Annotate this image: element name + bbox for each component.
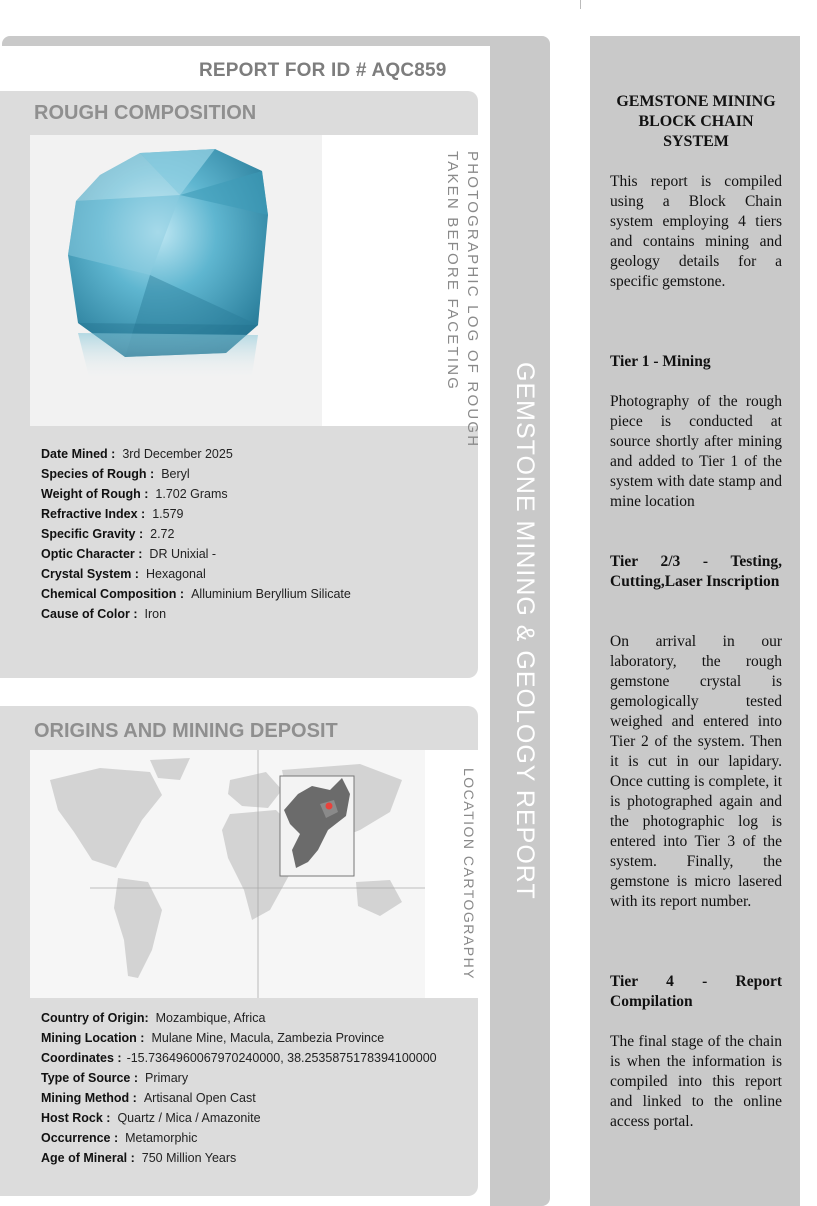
spec-row-weight: Weight of Rough : 1.702 Grams xyxy=(41,487,228,501)
world-map xyxy=(30,750,425,998)
tier23-body: On arrival in our laboratory, the rough gemstone crystal is gemologically tested weighed and entered into Tier 2 of the system. Then it is cut in our lapidary. Once cutting is complete, it is photographed again and the photographic log is entered into Tier 3 of the system. Finally, the gemstone is micro lasered with its report number. xyxy=(610,633,782,910)
report-vertical-title: GEMSTONE MINING & GEOLOGY REPORT xyxy=(511,362,539,900)
rough-photo-box xyxy=(30,135,481,449)
spec-row-country: Country of Origin: Mozambique, Africa xyxy=(41,1011,266,1025)
origins-spec-list xyxy=(41,1008,437,1168)
header-band xyxy=(2,36,548,46)
spec-row-chemical-composition: Chemical Composition : Alluminium Beryllium Silicate xyxy=(41,587,351,601)
spec-row-mining-location: Mining Location : Mulane Mine, Macula, Zambezia Province xyxy=(41,1031,385,1045)
world-map-graphic xyxy=(30,750,425,998)
map-box xyxy=(30,750,478,998)
top-tick-mark xyxy=(580,0,581,9)
spec-row-host-rock: Host Rock : Quartz / Mica / Amazonite xyxy=(41,1111,261,1125)
spec-row-specific-gravity: Specific Gravity : 2.72 xyxy=(41,527,175,541)
blockchain-sidebar xyxy=(590,36,800,1206)
tier1-heading: Tier 1 - Mining xyxy=(610,353,711,370)
spec-row-refractive-index: Refractive Index : 1.579 xyxy=(41,507,184,521)
tier23-heading: Tier 2/3 - Testing, Cutting,Laser Inscription xyxy=(610,553,782,590)
spec-row-occurrence: Occurrence : Metamorphic xyxy=(41,1131,198,1145)
spec-row-coordinates: Coordinates : -15.7364960067970240000, 38.2535875178394100000 xyxy=(41,1051,437,1065)
tier1-body: Photography of the rough piece is conducted at source shortly after mining and added to Tier 1 of the system with date stamp and mine location xyxy=(610,393,782,510)
gem-crystal-image xyxy=(30,135,322,426)
rough-gem-photo xyxy=(30,135,322,426)
photo-log-caption: PHOTOGRAPHIC LOG OF ROUGH TAKEN BEFORE FACETING xyxy=(444,151,481,449)
origins-panel xyxy=(0,706,478,1196)
origins-title: ORIGINS AND MINING DEPOSIT xyxy=(34,720,338,742)
report-id: REPORT FOR ID # AQC859 xyxy=(199,60,447,81)
spec-row-crystal-system: Crystal System : Hexagonal xyxy=(41,567,206,581)
spec-row-cause-of-color: Cause of Color : Iron xyxy=(41,607,167,621)
spec-row-type-of-source: Type of Source : Primary xyxy=(41,1071,189,1085)
spec-row-mining-method: Mining Method : Artisanal Open Cast xyxy=(41,1091,256,1105)
spec-row-age-of-mineral: Age of Mineral : 750 Million Years xyxy=(41,1151,237,1165)
rough-spec-list xyxy=(41,444,351,624)
rough-composition-title: ROUGH COMPOSITION xyxy=(34,102,257,124)
rough-composition-panel xyxy=(0,91,481,678)
spec-row-date-mined: Date Mined : 3rd December 2025 xyxy=(41,447,233,461)
sidebar-intro: This report is compiled using a Block Chain system employing 4 tiers and contains mining and geology details for a specific gemstone. xyxy=(610,173,782,290)
tier4-heading: Tier 4 - Report Compilation xyxy=(610,973,782,1010)
location-cartography-caption: LOCATION CARTOGRAPHY xyxy=(461,768,477,981)
spec-row-optic-character: Optic Character : DR Unixial - xyxy=(41,547,217,561)
sidebar-title: GEMSTONE MINING BLOCK CHAIN SYSTEM xyxy=(616,93,776,150)
spec-row-species: Species of Rough : Beryl xyxy=(41,467,190,481)
tier4-body: The final stage of the chain is when the information is compiled into this report and linked to the online access portal. xyxy=(610,1033,782,1130)
